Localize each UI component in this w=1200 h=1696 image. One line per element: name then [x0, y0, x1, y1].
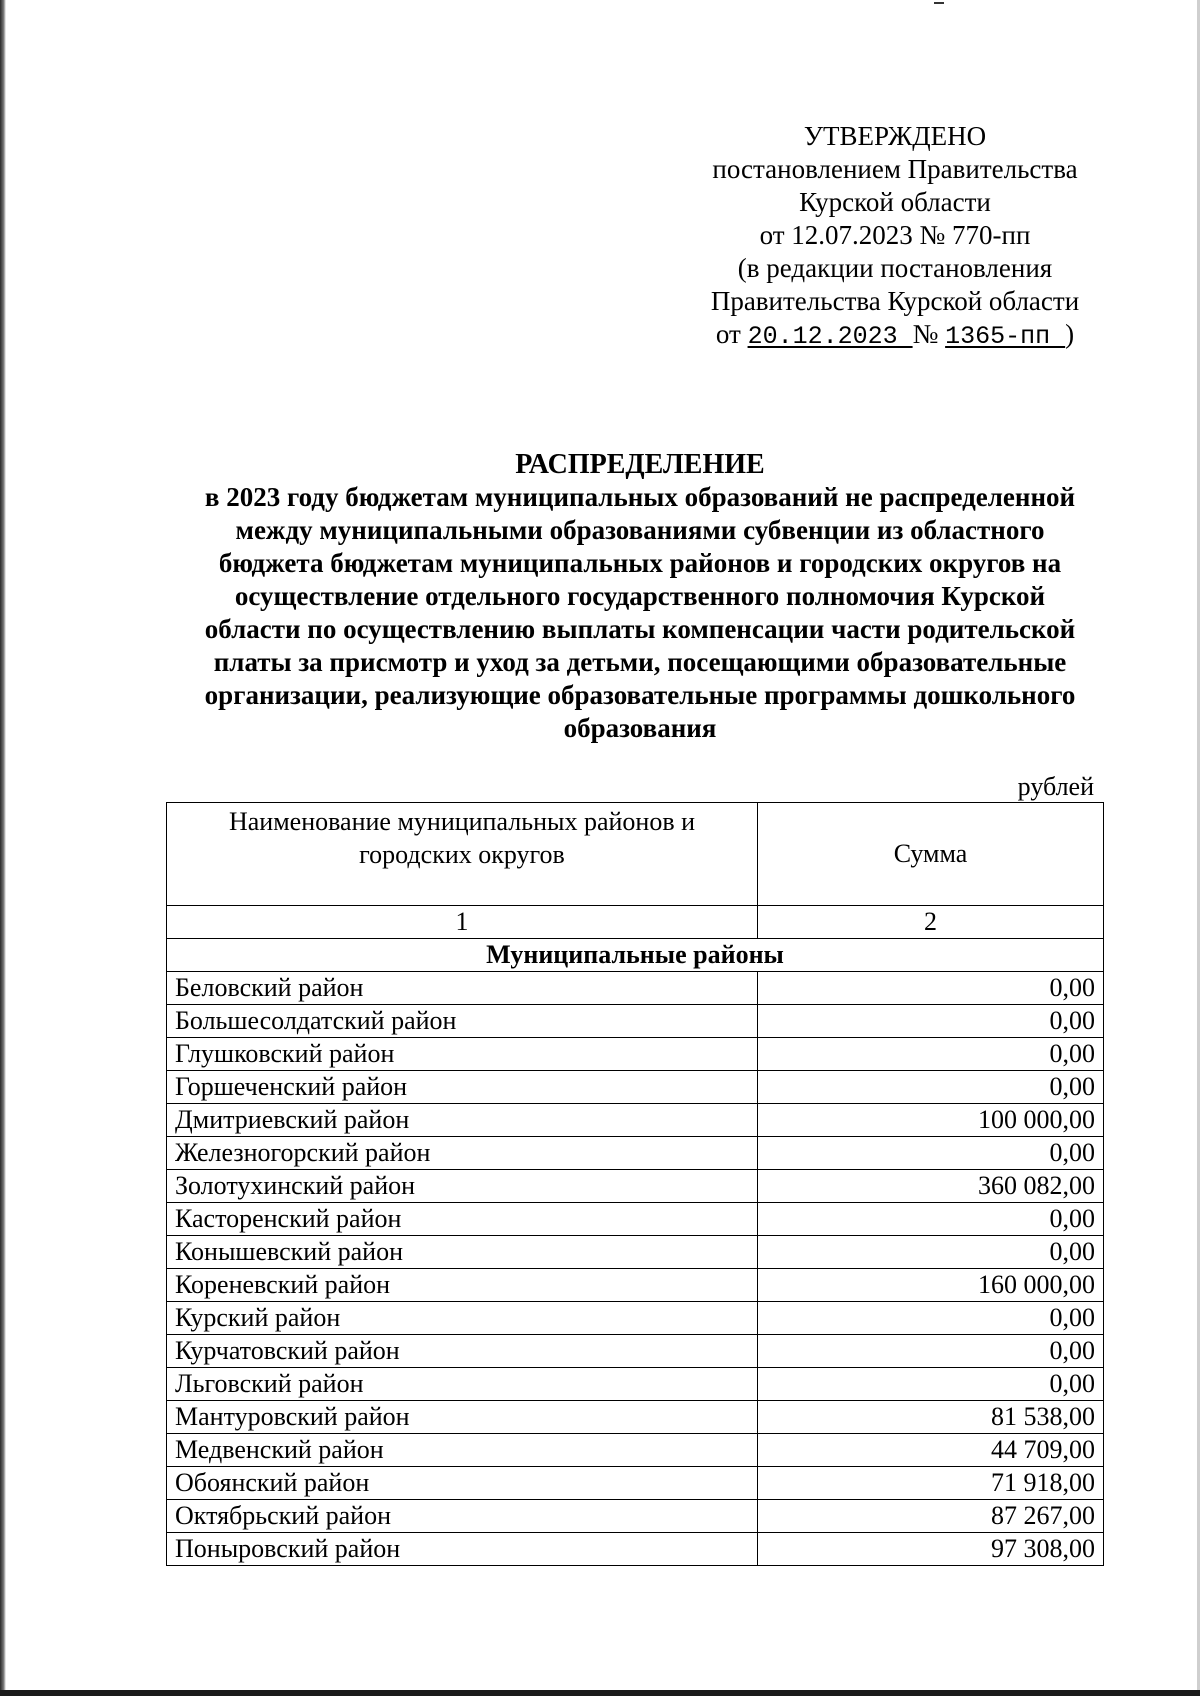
amendment-prefix: от [715, 319, 741, 349]
approval-stamp-block [690, 120, 1100, 353]
scan-edge-bottom [0, 1690, 1200, 1696]
title-line: бюджета бюджетам муниципальных районов и городских округов на [218, 548, 1062, 578]
district-name: Глушковский район [167, 1038, 758, 1071]
title-heading: РАСПРЕДЕЛЕНИЕ [515, 449, 765, 480]
district-amount: 44 709,00 [758, 1434, 1104, 1467]
district-amount: 0,00 [758, 1203, 1104, 1236]
header-sum-cell: Сумма [758, 803, 1104, 906]
section-row [167, 939, 1104, 972]
district-name: Железногорский район [167, 1137, 758, 1170]
district-amount: 87 267,00 [758, 1500, 1104, 1533]
district-name: Мантуровский район [167, 1401, 758, 1434]
amendment-date: 20.12.2023 [747, 322, 913, 351]
district-amount: 0,00 [758, 1302, 1104, 1335]
amendment-intro: (в редакции постановления [737, 253, 1053, 283]
header-name-cell [167, 803, 758, 906]
district-amount: 0,00 [758, 1335, 1104, 1368]
table-row [167, 1467, 1104, 1500]
title-line: осуществление отдельного государственного полномочия Курской [234, 581, 1046, 611]
amendment-number: 1365-пп [945, 322, 1066, 351]
title-line: между муниципальными образованиями субвенции из областного [235, 515, 1045, 545]
district-name: Золотухинский район [167, 1170, 758, 1203]
amendment-by: Правительства Курской области [710, 286, 1080, 316]
original-decree: от 12.07.2023 № 770-пп [759, 220, 1031, 250]
title-line: платы за присмотр и уход за детьми, посещающими образовательные [213, 647, 1067, 677]
table-row [167, 1038, 1104, 1071]
column-number: 1 [167, 906, 758, 939]
approved-by: постановлением Правительства [712, 154, 1078, 184]
district-amount: 81 538,00 [758, 1401, 1104, 1434]
district-amount: 160 000,00 [758, 1269, 1104, 1302]
table-row [167, 1236, 1104, 1269]
table-row [167, 1269, 1104, 1302]
district-name: Горшеченский район [167, 1071, 758, 1104]
district-name: Льговский район [167, 1368, 758, 1401]
district-name: Поныровский район [167, 1533, 758, 1566]
district-amount: 0,00 [758, 1005, 1104, 1038]
table-row [167, 1302, 1104, 1335]
table-row [167, 1368, 1104, 1401]
district-name: Беловский район [167, 972, 758, 1005]
district-amount: 100 000,00 [758, 1104, 1104, 1137]
district-amount: 0,00 [758, 1236, 1104, 1269]
district-name: Обоянский район [167, 1467, 758, 1500]
units-label: рублей [1017, 772, 1094, 801]
table-row [167, 1500, 1104, 1533]
title-line: образования [563, 713, 717, 743]
district-name: Касторенский район [167, 1203, 758, 1236]
district-name: Кореневский район [167, 1269, 758, 1302]
table-row [167, 1401, 1104, 1434]
amendment-reference [690, 318, 1100, 353]
district-amount: 0,00 [758, 1368, 1104, 1401]
amendment-no-sign: № [912, 319, 939, 349]
district-name: Дмитриевский район [167, 1104, 758, 1137]
scan-mark [934, 2, 944, 4]
table-header-row [167, 803, 1104, 906]
district-name: Конышевский район [167, 1236, 758, 1269]
table-row [167, 1434, 1104, 1467]
district-amount: 360 082,00 [758, 1170, 1104, 1203]
table-row [167, 1170, 1104, 1203]
table-row [167, 1533, 1104, 1566]
table-row [167, 1335, 1104, 1368]
approved-label: УТВЕРЖДЕНО [803, 121, 987, 151]
district-name: Медвенский район [167, 1434, 758, 1467]
table-row [167, 1071, 1104, 1104]
district-amount: 0,00 [758, 1071, 1104, 1104]
section-title: Муниципальные районы [167, 939, 1104, 972]
header-name-line: Наименование муниципальных районов и [228, 807, 696, 836]
district-amount: 0,00 [758, 972, 1104, 1005]
approved-region: Курской области [799, 187, 991, 217]
table-row [167, 1137, 1104, 1170]
district-amount: 0,00 [758, 1137, 1104, 1170]
district-amount: 97 308,00 [758, 1533, 1104, 1566]
district-name: Курчатовский район [167, 1335, 758, 1368]
column-number: 2 [758, 906, 1104, 939]
table-row [167, 1104, 1104, 1137]
district-name: Курский район [167, 1302, 758, 1335]
amendment-close: ) [1065, 319, 1075, 349]
header-name-line: городских округов [359, 840, 565, 869]
distribution-table [166, 802, 1104, 1566]
table-row [167, 1203, 1104, 1236]
district-amount: 71 918,00 [758, 1467, 1104, 1500]
title-line: организации, реализующие образовательные программы дошкольного [204, 680, 1076, 710]
document-title [170, 448, 1110, 745]
title-line: в 2023 году бюджетам муниципальных образований не распределенной [204, 482, 1076, 512]
column-number-row [167, 906, 1104, 939]
district-name: Октябрьский район [167, 1500, 758, 1533]
table-row [167, 1005, 1104, 1038]
table-row [167, 972, 1104, 1005]
district-amount: 0,00 [758, 1038, 1104, 1071]
district-name: Большесолдатский район [167, 1005, 758, 1038]
title-line: области по осуществлению выплаты компенсации части родительской [204, 614, 1076, 644]
scan-edge-left [0, 0, 6, 1696]
